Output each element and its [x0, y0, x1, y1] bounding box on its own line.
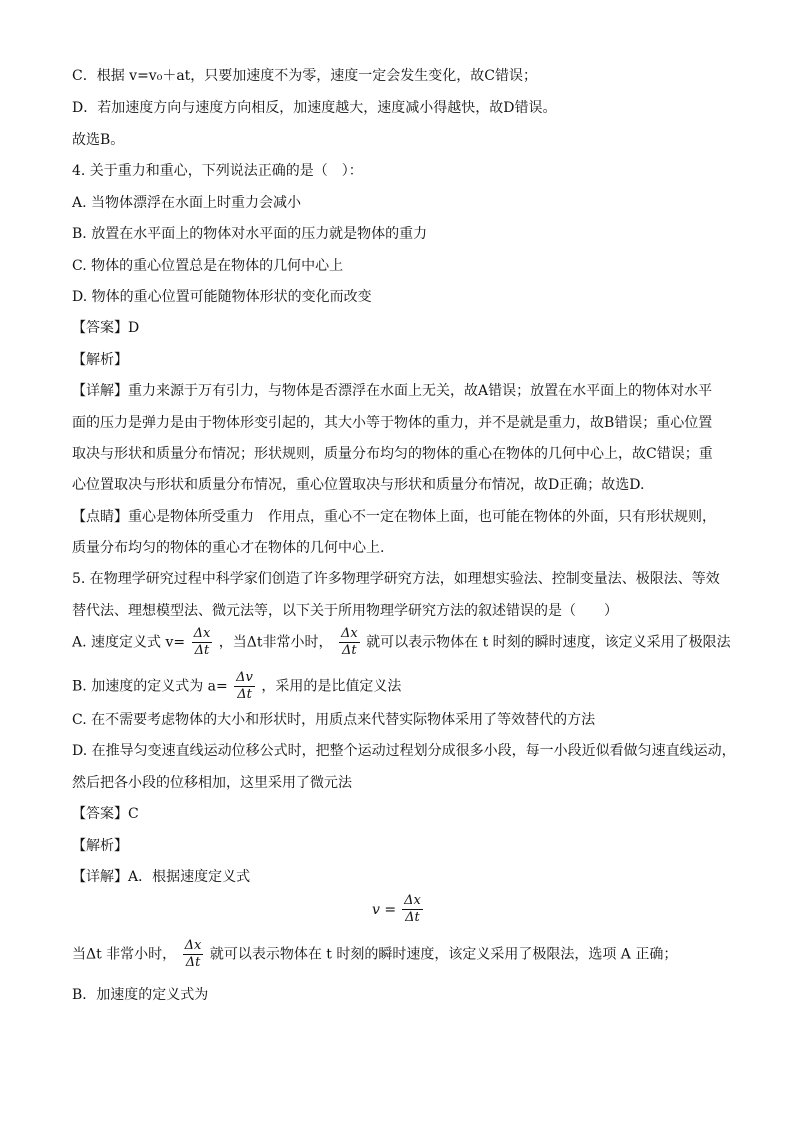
question-4-point-line-2: 质量分布均匀的物体的重心才在物体的几何中心上.	[72, 540, 385, 556]
option-a-middle: ，当Δt非常小时，	[218, 634, 333, 651]
fraction-denominator: Δt	[194, 643, 210, 658]
question-4-point-line-1: 【点睛】重心是物体所受重力 作用点，重心不一定在物体上面，也可能在物体的外面，只有形状规则，	[72, 509, 716, 525]
fraction-numerator: Δx	[340, 626, 358, 641]
fraction-dv-dt	[234, 670, 255, 703]
question-4-stem: 4. 关于重力和重心，下列说法正确的是（ ）：	[72, 163, 363, 179]
option-d-previous: D．若加速度方向与速度方向相反，加速度越大，速度减小得越快，故D错误。	[72, 100, 557, 116]
fraction-dx-dt	[402, 893, 423, 926]
choose-answer-b: 故选B。	[72, 132, 125, 148]
question-4-answer: 【答案】D	[72, 320, 140, 336]
fraction-numerator: Δx	[184, 938, 202, 953]
question-5-option-b	[72, 670, 401, 703]
fraction-denominator: Δt	[405, 910, 420, 925]
question-4-option-b: B. 放置在水平面上的物体对水平面的压力就是物体的重力	[72, 226, 428, 242]
fraction-denominator: Δt	[342, 643, 357, 658]
question-4-detail-line-4: 心位置取决与形状和质量分布情况，重心位置取决与形状和质量分布情况，故D正确；故选D.	[72, 477, 645, 493]
question-5-answer: 【答案】C	[72, 806, 139, 822]
question-4-detail-line-3: 取决与形状和质量分布情况；形状规则，质量分布均匀的物体的重心在物体的几何中心上，故C错误；重	[72, 446, 713, 462]
question-4-detail-line-1: 【详解】重力来源于万有引力，与物体是否漂浮在水面上无关，故A错误；放置在水平面上的物体对水平	[72, 383, 713, 399]
fraction-dx-dt	[192, 626, 213, 659]
velocity-definition-formula	[372, 893, 425, 926]
detail-a-suffix: 就可以表示物体在 t 时刻的瞬时速度，该定义采用了极限法，选项 A 正确；	[209, 946, 678, 963]
fraction-denominator: Δt	[237, 687, 252, 702]
question-4-option-c: C. 物体的重心位置总是在物体的几何中心上	[72, 258, 344, 274]
question-4-option-a: A. 当物体漂浮在水面上时重力会减小	[72, 195, 302, 211]
fraction-dx-dt	[339, 626, 360, 659]
question-5-stem-line-1: 5. 在物理学研究过程中科学家们创造了许多物理学研究方法，如理想实验法、控制变量法、极限法、等效	[72, 571, 720, 587]
question-5-option-d-line-1: D. 在推导匀变速直线运动位移公式时，把整个运动过程划分成很多小段，每一小段近似看做匀速直线运动，	[72, 743, 736, 759]
detail-a-prefix: 当Δt 非常小时，	[72, 946, 177, 963]
fraction-numerator: Δv	[236, 670, 253, 685]
option-a-prefix: A. 速度定义式 v=	[72, 634, 186, 651]
fraction-numerator: Δx	[404, 893, 421, 908]
question-5-detail-a: 【详解】A．根据速度定义式	[72, 869, 251, 885]
question-4-detail-line-2: 面的压力是弹力是由于物体形变引起的，其大小等于物体的重力，并不是就是重力，故B错误；重心位置	[72, 415, 713, 431]
option-b-suffix: ，采用的是比值定义法	[261, 678, 402, 695]
question-5-detail-a-continued	[72, 938, 677, 971]
question-5-option-c: C. 在不需要考虑物体的大小和形状时，用质点来代替实际物体采用了等效替代的方法	[72, 712, 596, 728]
question-5-analysis-heading: 【解析】	[72, 838, 128, 854]
question-5-option-a	[72, 626, 731, 659]
question-4-option-d: D. 物体的重心位置可能随物体形状的变化而改变	[72, 289, 372, 305]
option-a-suffix: 就可以表示物体在 t 时刻的瞬时速度，该定义采用了极限法	[366, 634, 731, 651]
fraction-numerator: Δx	[193, 626, 211, 641]
option-c-previous: C．根据 v=v₀＋at，只要加速度不为零，速度一定会发生变化，故C错误；	[72, 68, 538, 84]
fraction-denominator: Δt	[185, 955, 201, 970]
question-4-analysis-heading: 【解析】	[72, 352, 128, 368]
question-5-stem-line-2: 替代法、理想模型法、微元法等，以下关于所用物理学研究方法的叙述错误的是（ ）	[72, 603, 618, 619]
option-b-prefix: B. 加速度的定义式为 a=	[72, 678, 228, 695]
question-5-detail-b: B．加速度的定义式为	[72, 987, 209, 1003]
formula-lhs: v =	[372, 901, 397, 918]
question-5-option-d-line-2: 然后把各小段的位移相加，这里采用了微元法	[72, 775, 352, 791]
fraction-dx-dt	[183, 938, 204, 971]
